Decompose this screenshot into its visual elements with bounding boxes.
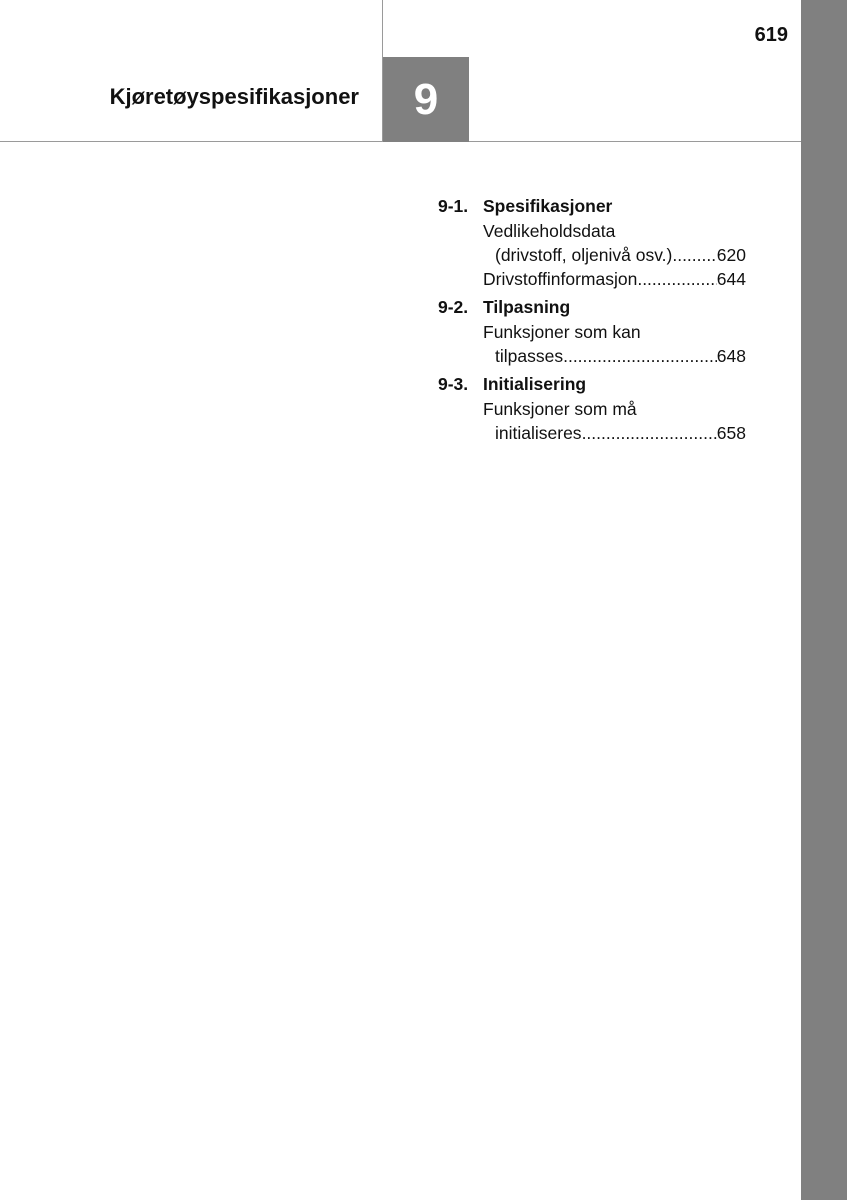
- toc-entry-funksjoner-initialiseres[interactable]: [438, 397, 746, 445]
- section-number: 9-3.: [438, 374, 469, 394]
- entry-line1: Funksjoner som kan: [483, 322, 641, 342]
- entry-page: 620: [716, 245, 746, 265]
- dot-leader: [563, 344, 717, 368]
- entry-line2: tilpasses: [495, 346, 564, 366]
- toc-section-9-3[interactable]: [438, 372, 746, 397]
- entry-page: 658: [716, 423, 746, 443]
- side-thumb-tab: [801, 0, 847, 1200]
- entry-title: Drivstoffinformasjon: [483, 269, 638, 289]
- toc-section-9-2[interactable]: [438, 295, 746, 320]
- section-title: Tilpasning: [483, 297, 571, 317]
- entry-line2: initialiseres: [495, 423, 582, 443]
- entry-line1: Funksjoner som må: [483, 399, 637, 419]
- entry-page: 644: [716, 269, 746, 289]
- dot-leader: [637, 267, 716, 291]
- entry-line1: Vedlikeholdsdata: [483, 221, 616, 241]
- toc-entry-vedlikeholdsdata[interactable]: [438, 219, 746, 267]
- toc-section-9-1[interactable]: [438, 194, 746, 219]
- entry-page: 648: [716, 346, 746, 366]
- chapter-number-box: 9: [383, 57, 469, 142]
- table-of-contents: [438, 194, 746, 445]
- dot-leader: [672, 243, 716, 267]
- section-number: 9-2.: [438, 297, 469, 317]
- section-title: Spesifikasjoner: [483, 196, 613, 216]
- page-number: 619: [754, 24, 788, 46]
- section-title: Initialisering: [483, 374, 587, 394]
- dot-leader: [582, 421, 717, 445]
- toc-entry-funksjoner-tilpasses[interactable]: [438, 320, 746, 368]
- section-number: 9-1.: [438, 196, 469, 216]
- chapter-title: Kjøretøyspesifikasjoner: [109, 84, 359, 109]
- toc-entry-drivstoffinformasjon[interactable]: [438, 267, 746, 291]
- entry-line2: (drivstoff, oljenivå osv.): [495, 245, 673, 265]
